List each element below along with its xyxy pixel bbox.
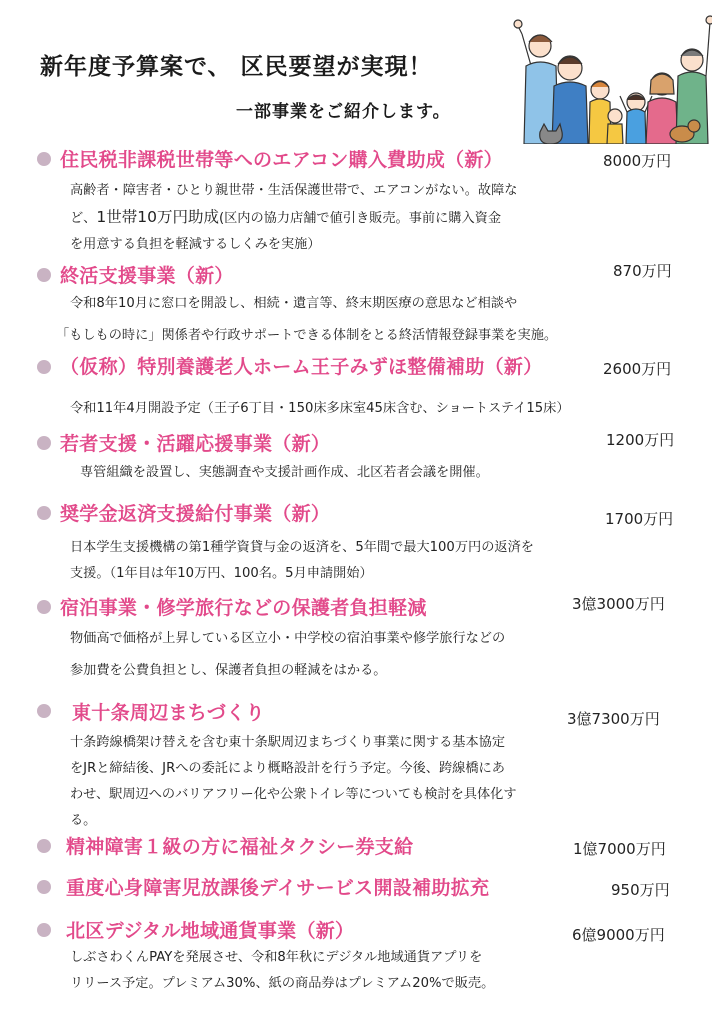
bullet-icon — [37, 436, 51, 450]
item-amount: 3億7300万円 — [567, 710, 660, 728]
item-title: 宿泊事業・修学旅行などの保護者負担軽減 — [60, 597, 427, 619]
item-amount: 870万円 — [613, 262, 672, 280]
item-title: 重度心身障害児放課後デイサービス開設補助拡充 — [66, 877, 490, 899]
desc-line: 令和11年4月開設予定（王子6丁目・150床多床室45床含む、ショートステイ15床） — [70, 401, 570, 416]
item-amount: 1億7000万円 — [573, 840, 666, 858]
item-description — [56, 291, 558, 349]
bullet-icon — [37, 268, 51, 282]
item-title: 北区デジタル地域通貨事業（新） — [66, 920, 355, 942]
desc-line: る。 — [70, 813, 97, 828]
desc-line: 令和8年10月に窓口を開設し、相続・遺言等、終末期医療の意思など相談や — [70, 296, 518, 311]
bullet-icon — [37, 152, 51, 166]
item-amount: 1200万円 — [606, 431, 675, 449]
item-description — [70, 535, 534, 587]
item-amount: 6億9000万円 — [572, 926, 665, 944]
desc-line: をJRと締結後、JRへの委託により概略設計を行う予定。今後、跨線橋にあ — [70, 761, 505, 776]
item-amount: 2600万円 — [603, 360, 672, 378]
item-amount: 8000万円 — [603, 152, 672, 170]
bullet-icon — [37, 704, 51, 718]
item-description — [70, 730, 517, 834]
item-description — [70, 396, 570, 422]
item-title: 若者支援・活躍応援事業（新） — [60, 433, 331, 455]
page-title: 新年度予算案で、 区民要望が実現！ — [40, 54, 433, 80]
desc-line: 高齢者・障害者・ひとり親世帯・生活保護世帯で、エアコンがない。故障な — [70, 183, 518, 198]
page-subtitle: 一部事業をご紹介します。 — [236, 102, 451, 122]
desc-line: 参加費を公費負担とし、保護者負担の軽減をはかる。 — [70, 663, 387, 678]
item-title: 精神障害１級の方に福祉タクシー券支給 — [66, 836, 414, 858]
desc-line: 日本学生支援機構の第1種学資貸与金の返済を、5年間で最大100万円の返済を — [70, 540, 534, 555]
desc-line: 十条跨線橋架け替えを含む東十条駅周辺まちづくり事業に関する基本協定 — [70, 735, 506, 750]
bullet-icon — [37, 839, 51, 853]
item-title: 終活支援事業（新） — [60, 265, 234, 287]
desc-line: を用意する負担を軽減するしくみを実施） — [70, 237, 321, 252]
item-description — [80, 460, 489, 486]
desc-line: 支援。（1年目は年10万円、100名。5月申請開始） — [70, 566, 373, 581]
item-title: 住民税非課税世帯等へのエアコン購入費助成（新） — [60, 149, 503, 171]
desc-line: 専管組織を設置し、実態調査や支援計画作成、北区若者会議を開催。 — [80, 465, 489, 480]
item-amount: 950万円 — [611, 881, 670, 899]
item-title: （仮称）特別養護老人ホーム王子みずほ整備補助（新） — [60, 356, 543, 378]
bullet-icon — [37, 600, 51, 614]
bullet-icon — [37, 360, 51, 374]
bullet-icon — [37, 880, 51, 894]
item-amount: 1700万円 — [605, 510, 674, 528]
item-title: 東十条周辺まちづくり — [72, 702, 265, 724]
family-illustration — [512, 14, 712, 144]
desc-line: リリース予定。プレミアム30%、紙の商品券はプレミアム20%で販売。 — [70, 976, 495, 991]
desc-line: 物価高で価格が上昇している区立小・中学校の宿泊事業や修学旅行などの — [70, 631, 506, 646]
item-description — [70, 945, 494, 997]
desc-line: わせ、駅周辺へのバリアフリー化や公衆トイレ等についても検討を具体化す — [70, 787, 517, 802]
desc-line: 「もしもの時に」関係者や行政サポートできる体制をとる終活情報登録事業を実施。 — [56, 328, 558, 343]
item-title: 奨学金返済支援給付事業（新） — [60, 503, 331, 525]
desc-line: しぶさわくんPAYを発展させ、令和8年秋にデジタル地域通貨アプリを — [70, 950, 483, 965]
bullet-icon — [37, 923, 51, 937]
bullet-icon — [37, 506, 51, 520]
item-description — [70, 626, 505, 684]
desc-line: ど、1世帯10万円助成(区内の協力店舗で値引き販売。事前に購入資金 — [70, 208, 502, 226]
item-amount: 3億3000万円 — [572, 595, 665, 613]
item-description — [70, 178, 517, 258]
